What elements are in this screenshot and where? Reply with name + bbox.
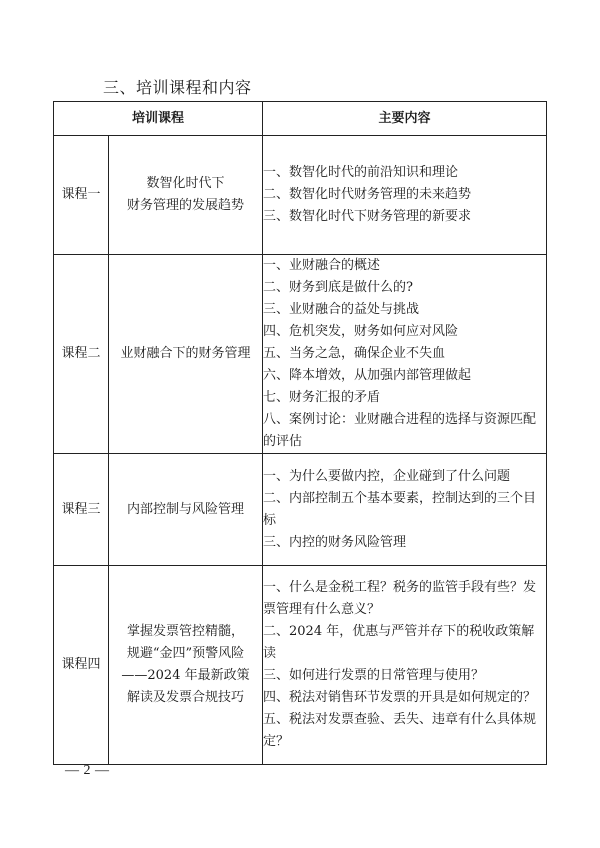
content-item: 一、什么是金税工程？税务的监管手段有些？发票管理有什么意义？ [263, 580, 537, 617]
course-table [53, 101, 547, 765]
course-name-line: 数智化时代下 [146, 176, 225, 191]
course-number: 课程四 [54, 566, 109, 765]
content-item: 七、财务汇报的矛盾 [263, 390, 381, 405]
content-item: 二、2024 年，优惠与严管并存下的税收政策解读 [263, 624, 535, 661]
header-course: 培训课程 [54, 102, 263, 136]
course-name-line: 财务管理的发展趋势 [127, 198, 245, 213]
course-content [263, 136, 547, 255]
header-content: 主要内容 [263, 102, 547, 136]
course-number: 课程二 [54, 255, 109, 454]
course-name-line: 规避“金四”预警风险 [126, 646, 245, 661]
content-item: 一、业财融合的概述 [263, 258, 381, 273]
content-item: 二、财务到底是做什么的? [263, 280, 413, 295]
table-header-row [54, 102, 547, 136]
course-name-line: ——2024 年最新政策 [121, 668, 250, 683]
content-item: 八、案例讨论：业财融合进程的选择与资源匹配的评估 [263, 412, 537, 449]
course-content [263, 454, 547, 566]
course-name-line: 内部控制与风险管理 [127, 501, 245, 517]
content-item: 三、业财融合的益处与挑战 [263, 302, 420, 317]
content-item: 四、税法对销售环节发票的开具是如何规定的？ [263, 690, 537, 705]
course-name [109, 136, 263, 255]
course-name [109, 566, 263, 765]
content-item: 二、数智化时代财务管理的未来趋势 [263, 187, 472, 202]
content-item: 三、数智化时代下财务管理的新要求 [263, 209, 472, 224]
content-item: 一、数智化时代的前沿知识和理论 [263, 165, 459, 180]
course-number: 课程三 [54, 454, 109, 566]
table-row [54, 255, 547, 454]
course-name [109, 255, 263, 454]
table-row [54, 566, 547, 765]
content-item: 一、为什么要做内控，企业碰到了什么问题 [263, 468, 511, 484]
content-item: 五、税法对发票查验、丢失、违章有什么具体规定？ [263, 712, 537, 749]
content-item: 三、如何进行发票的日常管理与使用？ [263, 668, 485, 683]
course-name-line: 业财融合下的财务管理 [120, 346, 251, 361]
content-item: 三、内控的财务风险管理 [263, 534, 407, 550]
page-number: — 2 — [65, 763, 110, 778]
course-name-line: 解读及发票合规技巧 [127, 690, 245, 705]
course-name-line: 掌握发票管控精髓， [127, 624, 245, 639]
content-item: 二、内部控制五个基本要素，控制达到的三个目标 [263, 490, 537, 528]
course-content [263, 255, 547, 454]
course-number: 课程一 [54, 136, 109, 255]
section-title: 三、培训课程和内容 [103, 78, 252, 97]
content-item: 四、危机突发，财务如何应对风险 [263, 324, 459, 339]
content-item: 六、降本增效，从加强内部管理做起 [263, 368, 472, 383]
content-item: 五、当务之急，确保企业不失血 [263, 346, 446, 361]
table-row [54, 136, 547, 255]
course-content [263, 566, 547, 765]
table-row [54, 454, 547, 566]
course-name [109, 454, 263, 566]
